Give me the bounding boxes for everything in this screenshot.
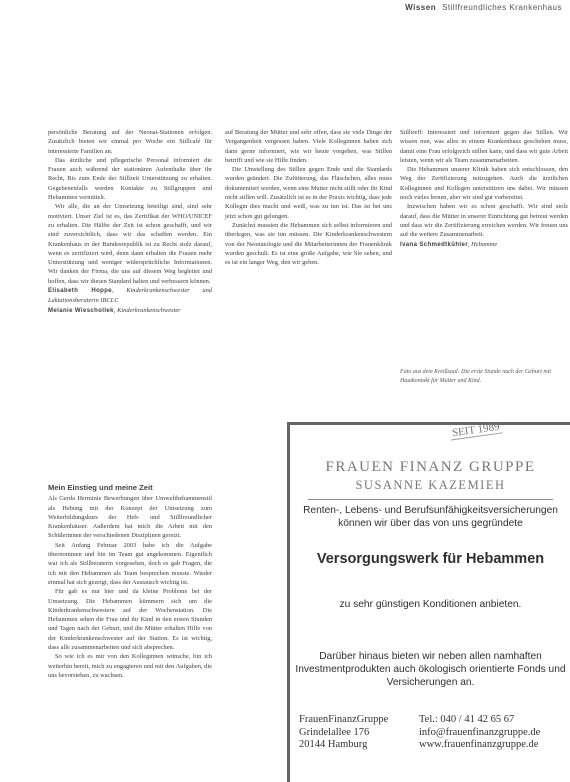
advertisement <box>287 422 570 782</box>
author-role: Hebamme <box>471 240 498 248</box>
ad-firm-name: FRAUEN FINANZ GRUPPE <box>325 459 536 475</box>
paragraph: auf Beratung der Mütter und sehr offen, dass sie viele Dinge der Vergangenheit vergessen haben. Viele Kolleginnen haben sich dann gerne informiert, wie wir heute vorgehen, was Stillen betrifft und wie sie Hilfe finden. <box>225 129 392 164</box>
paragraph: persönliche Beratung auf der Neonat-Stationen erfolgen. Zusätzlich bieten wir einmal pro Woche ein Stillcafé für interessierte Familien an. <box>48 129 212 155</box>
section-heading: Mein Einstieg und meine Zeit <box>48 483 153 492</box>
photo-caption: Foto aus dem Kreißsaal: Die erste Stunde nach der Geburt mit Hautkontakt für Mutter und Kind. <box>400 369 552 384</box>
paragraph: So wie ich es mir von den Kolleginnen wünsche, bin ich weiterhin bereit, mich zu engagieren und mit den Aufgaben, die uns bevorstehen, zu wachsen. <box>48 653 212 679</box>
paragraph: Zunächst mussten die Hebammen sich selbst informieren und überlegen, was sie tun müssen. Die Kinderkrankenschwestern von der Neonatologie und die Mitarbeiterinnen der Frauenklinik wurden geschult. Es ist eine große Aufgabe, wie Sie sehen, und es ist ein langer Weg, den wir gehen. <box>225 221 392 267</box>
running-head-section: Wissen <box>405 3 437 12</box>
ad-city: 20144 Hamburg <box>299 739 368 750</box>
author-credit: Melanie Wieschollek, Kinderkrankenschwester <box>48 306 181 314</box>
article-column-left <box>48 128 212 316</box>
author-role: Kinderkrankenschwester und Laktationsberaterin IBCLC <box>48 287 212 305</box>
ad-person-name: SUSANNE KAZEMIEH <box>355 478 506 492</box>
ad-street: Grindelallee 176 <box>299 726 370 738</box>
article-column-middle <box>225 128 392 267</box>
author-name: Elisabeth Hoppe <box>48 288 113 295</box>
ad-phone: Tel.: 040 / 41 42 65 67 <box>419 714 515 725</box>
paragraph: Die Hebammen unserer Klinik haben sich entschlossen, den Weg der Zertifizierung mitzugehen. Auch die ärztlichen Kolleginnen und Kollegen unterstützen uns dabei. Wir müssen noch vieles lernen, aber wir sind gut vorbereitet. <box>400 166 568 202</box>
author-name: Ivana Schmedtkühler <box>400 241 468 248</box>
ad-stamp: SEIT 1989 <box>449 420 502 440</box>
ad-headline: Versorgungswerk für Hebammen <box>316 551 545 567</box>
ad-text-intro: Renten-, Lebens- und Berufsunfähigkeitsversicherungen können wir über das von uns gegründete <box>303 505 558 529</box>
paragraph: Wir alle, die an der Umsetzung beteiligt sind, sind sehr motiviert. Unser Ziel ist es, das Zertifikat der WHO/UNICEF zu erhalten. Die Hälfte der Zeit ist schon geschafft, und wir sind zuversichtlich, dass wir das schaffen werden. Ein Krankenhaus in der Bundesrepublik ist zu Recht stolz darauf, wenn es zertifiziert wird, denn dann erhalten die Frauen mehr Unterstützung und weniger widersprüchliche Informationen. Wir danken der Firma, die uns auf diesem Weg begleitet und hoffen, dass wir diesen Standard halten und verbessern können. <box>48 203 212 285</box>
ad-website[interactable]: www.frauenfinanzgruppe.de <box>419 739 539 750</box>
author-role: Kinderkrankenschwester <box>117 306 181 314</box>
article-column-right <box>400 128 568 250</box>
ad-text-conditions: zu sehr günstigen Konditionen anbieten. <box>339 599 522 610</box>
author-name: Melanie Wieschollek <box>48 307 114 314</box>
ad-company: FrauenFinanzGruppe <box>299 714 389 725</box>
ad-email[interactable]: info@frauenfinanzgruppe.de <box>419 726 541 738</box>
ad-text-products: Darüber hinaus bieten wir neben allen namhaften Investmentprodukten auch ökologisch orientierte Fonds und Versicherungen an. <box>295 651 566 689</box>
author-credit: Elisabeth Hoppe, Kinderkrankenschwester und Laktationsberaterin IBCLC <box>48 287 212 305</box>
paragraph: Als Gerda Herminie Bewerbungen über Umwelthebammenstil als Hebung mit der Konzept der Umsetzung zum Weiterbildungskurs der Heb- und Stillfreundlicher Krankenhäuser. Außerdem hat mich die Arbeit mit den Schülerinnen der verschiedenen Disziplinen gereizt. <box>48 495 212 540</box>
paragraph: Stilltreff: Interessiert und informiert gegen das Stillen. Wir wissen nun, was alles in einem Krankenhaus geschehen muss, damit eine Frau erfolgreich stillen kann, und dass wir gute Arbeit leisten, wenn wir als Team zusammenarbeiten. <box>400 129 568 164</box>
ad-divider <box>308 499 553 500</box>
paragraph: Inzwischen haben wir es schon geschafft. Wir sind stolz darauf, dass die Mütter in unserer Einrichtung gut betreut werden und dass wir die Zertifizierung erreichen werden. Wir freuen uns auf die weitere Zusammenarbeit. <box>400 203 568 239</box>
paragraph: Seit Anfang Februar 2003 habe ich die Aufgabe übernommen und bin im Team gut angekommen. Eigentlich war ich als Stillberaterin vorgesehen, doch es gab Fragen, die ich mit den Hebammen als Team besprechen musste. Wieder einmal hat sich gezeigt, dass der Austausch wichtig ist. <box>48 541 212 586</box>
paragraph: Für gab es nur hier und da kleine Probleme bei der Umsetzung. Die Hebammen kümmern sich um die Kinderkrankenschwestern auf der Wochenstation. Die Hebammen sehen die Frau und ihr Kind in den ersten Stunden und Tagen nach der Geburt, und die Mütter erhalten Hilfe von der Kinderkrankenschwester auf der Station. Es ist wichtig, dass alle zusammenarbeiten und sich absprechen. <box>48 588 212 652</box>
running-head-topic: Stillfreundliches Krankenhaus <box>442 3 562 12</box>
author-credit: Ivana Schmedtkühler, Hebamme <box>400 240 498 248</box>
running-head <box>405 3 562 12</box>
paragraph: Das ärztliche und pflegerische Personal informiert die Frauen auch während der stationären Aufenthalte über ihr Recht, Bis zum Ende der Stillzeit Unterstützung zu erhalten. Gegebenenfalls werden Kontakte zu Stillgruppen und Hebammen vermittelt. <box>48 156 212 202</box>
paragraph: Die Umstellung des Stillen gegen Ende und die Standards wurden geändert. Die Zufütterung, das Fläschchen, alles muss dokumentiert werden, wenn eine Mutter nicht stillt oder ihr Kind nicht stillen will. Zusätzlich ist es in der Praxis wichtig, dass jede Kollegin dies macht und weiß, was zu tun ist. Das ist bei uns jetzt schon gut gelungen. <box>225 166 393 220</box>
article-section-einstieg <box>48 473 212 680</box>
